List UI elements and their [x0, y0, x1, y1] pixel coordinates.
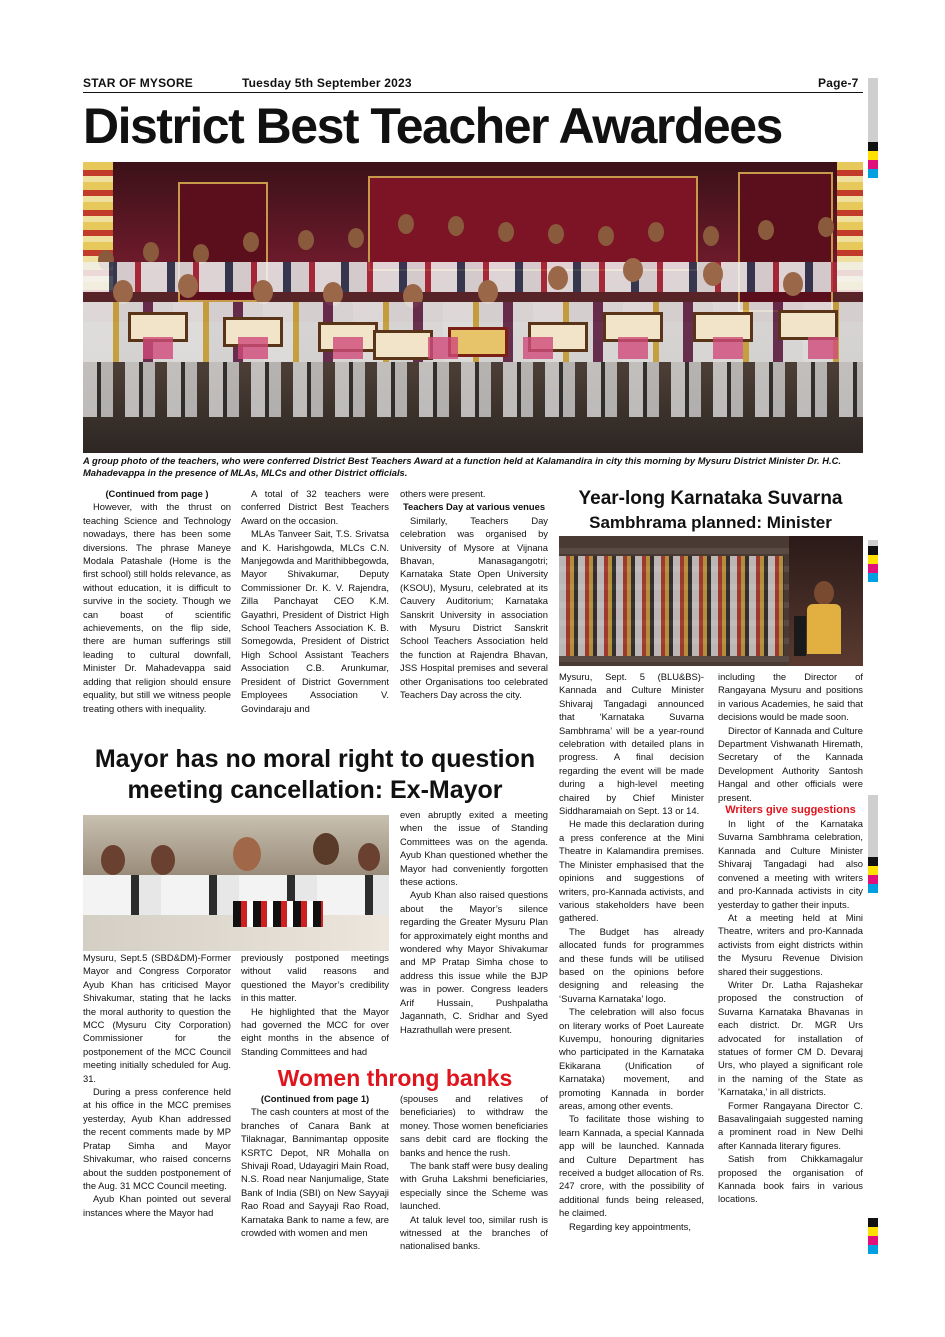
banks-col2-p2: The bank staff were busy dealing with Gruha Lakshmi beneficiaries, especially since the Scheme was launched. [400, 1160, 548, 1212]
mayor-headline-2: meeting cancellation: Ex-Mayor [127, 776, 503, 804]
suvarna-col1-p6: Regarding key appointments, [569, 1220, 691, 1232]
mayor-headline-1: Mayor has no moral right to question [94, 745, 536, 773]
mayor-col-2 [241, 951, 389, 1058]
mayor-col3-p1: even abruptly exited a meeting when the issue of Standing Committees was on the agenda. Ayub Khan questioned whether the Mayor had conveniently forgotten these actions. [400, 809, 548, 888]
suvarna-col2-p2: Director of Kannada and Culture Department Vishwanath Hiremath, Secretary of the Kannada Development Authority Santosh Hangal and other officials were present. [718, 724, 863, 803]
mayor-col-3 [400, 808, 548, 1036]
color-bar-bottom [868, 1218, 878, 1254]
suvarna-col1-p5: To facilitate those wishing to learn Kannada, a special Kannada app will be launched. Kannada and Culture Department has received a budget allocation of Rs. 247 crore, with the possibility of additional funds being released, he claimed. [559, 1113, 704, 1219]
writers-subhead: Writers give suggestions [725, 804, 856, 817]
teachers-col3b-text: Similarly, Teachers Day celebration was organised by University of Mysore at Vijnana Bhavan, Manasagangotri; Karnataka State Open University (KSOU), Mysuru, celebrated at its Cauvery Auditorium; Karnataka Sanskrit University in association with Mysuru District Sanskrit School Teachers Association held the function at Rajendra Bhavan, JSS Hospital premises and several other Organisations too celebrated Teachers Day across the city. [400, 514, 548, 701]
suvarna-col2-p1: including the Director of Rangayana Mysuru and positions in various Academies, he said that decisions would be made soon. [718, 671, 863, 723]
suvarna-col2-p6: Former Rangayana Director C. Basavalingaiah suggested naming a prominent road in New Delhi after Kannada literary figures. [718, 1099, 863, 1151]
mayor-col-1 [83, 951, 231, 1219]
paper-name: STAR OF MYSORE [83, 76, 193, 90]
mayor-col1-p1: Mysuru, Sept.5 (SBD&DM)-Former Mayor and Congress Corporator Ayub Khan has criticised Mayor Shivakumar, stating that he lacks the moral authority to question the MCC (Mysuru City Corporation) Commissioner for the postponement of the MCC Council meeting initially scheduled for Aug. 31. [83, 952, 231, 1084]
suvarna-col2-p3: In light of the Karnataka Suvarna Sambhrama celebration, Kannada and Culture Minister Shivaraj Tangadagi had also convened a meeting with writers and pro-Kannada activists in city yesterday to gather their inputs. [718, 818, 863, 910]
mayor-col2-p1: previously postponed meetings without valid reasons and questioned the Mayor’s credibility in this matter. [241, 952, 389, 1004]
suvarna-col1-p2: He made this declaration during a press conference at the Mini Theatre in Kalamandira premises. The Minister emphasised that the opinions and suggestions of writers, pro-Kannada activists, and various stakeholders have been gathered. [559, 818, 704, 924]
page-title: District Best Teacher Awardees [83, 98, 782, 154]
teachers-day-subhead: Teachers Day at various venues [402, 501, 546, 513]
suvarna-headline-2: Sambhrama planned: Minister [589, 513, 832, 532]
teachers-col-2 [241, 487, 389, 715]
banks-col1-text: The cash counters at most of the branches of Canara Bank at Tilaknagar, Bannimantap opposite KSRTC Depot, NR Mohalla on Shivaji Road, Udayagiri Main Road, N.S. Road near Nanjumalige, State Bank of India (SBI) on New Sayyaji Rao Road and Sayyaji Rao Road, Karnataka Bank to name a few, are crowded with women and men [241, 1106, 389, 1239]
masthead-rule [83, 92, 863, 93]
banks-col-1 [241, 1092, 389, 1239]
suvarna-col2-p4: At a meeting held at Mini Theatre, writers and pro-Kannada activists from eight districts within the Mysuru Revenue Division shared their suggestions. [718, 911, 863, 977]
suvarna-press-photo [559, 536, 863, 666]
teachers-col-3 [400, 487, 548, 702]
suvarna-col1-p4: The celebration will also focus on literary works of Poet Laureate Kuvempu, honouring dignitaries who participated in the Karnataka Ekikarana (Unification of Karnataka) movement, and promoting Kannada in border areas, among other events. [559, 1006, 704, 1111]
mayor-press-photo [83, 815, 389, 951]
teachers-col2-text: A total of 32 teachers were conferred District Best Teachers Award on the occasion. [241, 488, 389, 526]
teachers-col1-text: However, with the thrust on teaching Science and Technology nowadays, there has been some diversions. The phrase Maneye Modala Patashale (Home is the first school) still holds relevance, as without education, it is difficult to survive in the society. Though we can boast of scientific achievements, on the flip side, there are human sufferings still leading to cultural downfall, Minister Dr. Mahadevappa said adding that religion should ensure equality, but still we witness people treating others with inequality. [83, 501, 231, 714]
teachers-continued-label: (Continued from page ) [105, 488, 209, 499]
banks-col2-p3: At taluk level too, similar rush is witnessed at the branches of nationalised banks. [400, 1213, 548, 1252]
suvarna-col2-p5: Writer Dr. Latha Rajashekar proposed the construction of Suvarna Karnataka Bhavanas in each district. Dr. MGR Urs advocated for installation of statues of former CM D. Devaraj Urs, who played a significant role in the naming of the State as ‘Karnataka,’ in all districts. [718, 978, 863, 1098]
main-photo-caption: A group photo of the teachers, who were conferred District Best Teachers Award at a function held at Kalamandira in city this morning by Mysuru District Minister Dr. H.C. Mahadevappa in the presence of MLAs, MLCs and other District officials. [83, 455, 841, 478]
teachers-col-1 [83, 487, 231, 715]
suvarna-col1-p3: The Budget has already allocated funds for programmes and these funds will be utilised based on the opinions before designing and releasing the ‘Suvarna Karnataka’ logo. [559, 925, 704, 1004]
suvarna-col1-p1: Mysuru, Sept. 5 (BLU&BS)-Kannada and Culture Minister Shivaraj Tangadagi announced that ‘Karnataka Suvarna Sambhrama’ will be a year-round celebration with detailed plans in progress. A final decision regarding the event will be made during a high-level meeting chaired by Chief Minister Siddharamaiah on Sept. 13 or 14. [559, 671, 704, 817]
suvarna-col-2 [718, 670, 863, 1206]
mayor-col1-p3: Ayub Khan pointed out several instances where the Mayor had [83, 1193, 231, 1218]
suvarna-col2-p7: Satish from Chikkamagalur proposed the organisation of Kannada book fairs in various locations. [718, 1153, 863, 1205]
mayor-col3-p2: Ayub Khan also raised questions about the Mayor’s silence regarding the Greater Mysuru Plan for approximately eight months and wondered why Mayor Shivakumar and MP Pratap Simha chose to address this issue while the BJP was in power. Congress leaders Arif Hussain, Pushpalatha Jagannath, C. Sridhar and Syed Hazrathullah were present. [400, 889, 548, 1035]
suvarna-col-1 [559, 670, 704, 1233]
banks-col-2 [400, 1092, 548, 1253]
page-number: Page-7 [818, 76, 859, 90]
banks-headline: Women throng banks [277, 1065, 513, 1091]
mayor-col2-p2: He highlighted that the Mayor had governed the MCC for over eight months in the absence of Standing Committees and had [241, 1005, 389, 1057]
banks-continued-label: (Continued from page 1) [260, 1093, 370, 1104]
issue-date: Tuesday 5th September 2023 [242, 76, 412, 90]
color-bar-top [868, 78, 878, 178]
main-group-photo [83, 162, 863, 453]
color-bar-lower [868, 795, 878, 893]
suvarna-headline-1: Year-long Karnataka Suvarna [578, 488, 843, 509]
color-bar-mid [868, 540, 878, 582]
teachers-col2b-text: MLAs Tanveer Sait, T.S. Srivatsa and K. Harishgowda, MLCs C.N. Manjegowda and Marithibbegowda, Mayor Shivakumar, Deputy Commissioner Dr. K. V. Rajendra, Zilla Panchayat CEO K.M. Gayathri, President of District High School Teachers Association K. B. Somegowda, President of District High School Assistant Teachers Association C.B. Arunkumar, President of District Government Employees Association V. Govindaraju and [241, 528, 390, 714]
teachers-col3a-text: others were present. [400, 488, 486, 499]
mayor-col1-p2: During a press conference held at his office in the MCC premises yesterday, Ayub Khan addressed the recent comments made by MP Pratap Simha and Mayor Shivakumar, who raised concerns about the sudden postponement of the Aug. 31 MCC Council meeting. [83, 1086, 231, 1191]
banks-col2-p1: (spouses and relatives of beneficiaries) to withdraw the money. Those women beneficiaries sans debit card are flocking the banks and hence the rush. [400, 1093, 548, 1158]
